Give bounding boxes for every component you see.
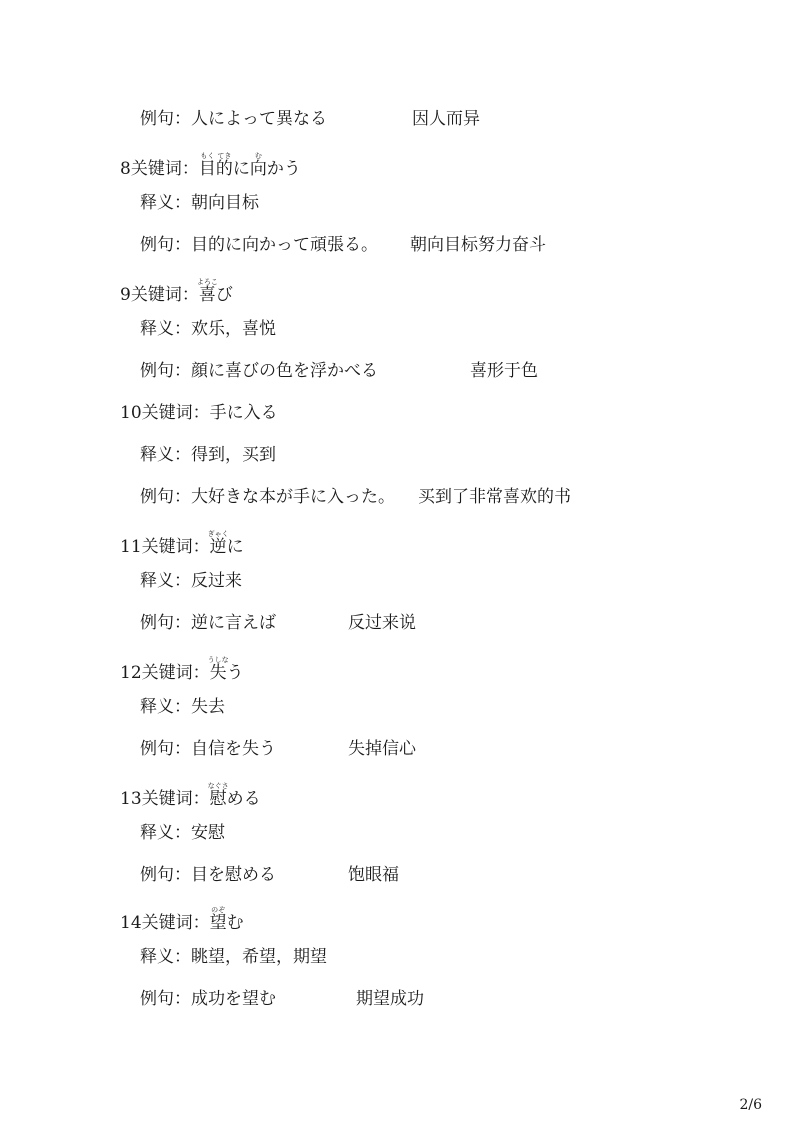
example-cn: 反过来说 bbox=[348, 613, 416, 633]
keyword-line-9 bbox=[120, 278, 233, 306]
keyword-label: 关键词： bbox=[130, 159, 199, 179]
entry-number: 12 bbox=[120, 663, 142, 683]
example-label: 例句： bbox=[140, 235, 191, 255]
example-line-14 bbox=[140, 988, 424, 1010]
example-jp: 成功を望む bbox=[191, 989, 276, 1009]
example-cn: 期望成功 bbox=[356, 989, 424, 1009]
meaning-label: 释义： bbox=[140, 571, 191, 591]
meaning-text: 欢乐，喜悦 bbox=[191, 319, 276, 339]
kanji-reading: 逆ぎゃく bbox=[207, 530, 229, 557]
example-line-11 bbox=[140, 612, 416, 634]
meaning-text: 安慰 bbox=[191, 823, 225, 843]
keyword-term: 望のぞむ bbox=[209, 906, 244, 933]
meaning-line-14 bbox=[140, 946, 327, 968]
example-line-8 bbox=[140, 234, 546, 256]
example-jp: 大好きな本が手に入った。 bbox=[191, 487, 395, 507]
example-label: 例句： bbox=[140, 487, 191, 507]
meaning-text: 反过来 bbox=[191, 571, 242, 591]
meaning-label: 释义： bbox=[140, 823, 191, 843]
kanji-reading: 慰なぐさ bbox=[207, 782, 229, 809]
example-cn: 饱眼福 bbox=[348, 865, 399, 885]
example-jp: 自信を失う bbox=[191, 739, 276, 759]
example-line-9 bbox=[140, 360, 538, 382]
keyword-line-12 bbox=[120, 656, 244, 684]
page-number: 2/6 bbox=[739, 1097, 762, 1113]
keyword-line-10 bbox=[120, 402, 278, 424]
example-jp: 人によって異なる bbox=[191, 109, 327, 129]
meaning-text: 得到，买到 bbox=[191, 445, 276, 465]
example-jp: 目を慰める bbox=[191, 865, 276, 885]
example-label: 例句： bbox=[140, 361, 191, 381]
example-jp: 逆に言えば bbox=[191, 613, 276, 633]
kanji-reading: 喜よろこ bbox=[196, 278, 218, 305]
meaning-label: 释义： bbox=[140, 947, 191, 967]
keyword-line-11 bbox=[120, 530, 244, 558]
example-line-top bbox=[140, 108, 480, 130]
keyword-line-13 bbox=[120, 782, 261, 810]
keyword-label: 关键词： bbox=[141, 663, 210, 683]
meaning-line-9 bbox=[140, 318, 276, 340]
meaning-label: 释义： bbox=[140, 697, 191, 717]
meaning-text: 朝向目标 bbox=[191, 193, 259, 213]
meaning-line-10 bbox=[140, 444, 276, 466]
keyword-label: 关键词： bbox=[141, 403, 210, 423]
meaning-line-11 bbox=[140, 570, 242, 592]
example-jp: 目的に向かって頑張る。 bbox=[191, 235, 378, 255]
entry-number: 11 bbox=[120, 537, 142, 557]
example-label: 例句： bbox=[140, 865, 191, 885]
meaning-label: 释义： bbox=[140, 193, 191, 213]
example-line-13 bbox=[140, 864, 399, 886]
example-label: 例句： bbox=[140, 109, 191, 129]
kanji-reading: 的てき bbox=[215, 152, 233, 179]
example-line-10 bbox=[140, 486, 571, 508]
example-label: 例句： bbox=[140, 613, 191, 633]
entry-number: 13 bbox=[120, 789, 142, 809]
meaning-line-13 bbox=[140, 822, 225, 844]
meaning-line-12 bbox=[140, 696, 225, 718]
example-cn: 买到了非常喜欢的书 bbox=[418, 487, 571, 507]
example-cn: 因人而异 bbox=[412, 109, 480, 129]
keyword-term: 慰なぐさめる bbox=[207, 782, 261, 809]
entry-number: 8 bbox=[120, 159, 131, 179]
meaning-label: 释义： bbox=[140, 319, 191, 339]
example-cn: 失掉信心 bbox=[348, 739, 416, 759]
example-cn: 喜形于色 bbox=[470, 361, 538, 381]
meaning-text: 眺望，希望，期望 bbox=[191, 947, 327, 967]
kanji-reading: 向む bbox=[249, 152, 267, 179]
keyword-term: 手に入る bbox=[209, 403, 278, 423]
entry-number: 10 bbox=[120, 403, 142, 423]
meaning-line-8 bbox=[140, 192, 259, 214]
keyword-line-8 bbox=[120, 152, 301, 180]
keyword-term: 逆ぎゃくに bbox=[207, 530, 244, 557]
entry-number: 9 bbox=[120, 285, 131, 305]
example-label: 例句： bbox=[140, 739, 191, 759]
keyword-term: 喜よろこび bbox=[196, 278, 233, 305]
keyword-term: 目もく的てきに向むかう bbox=[198, 152, 301, 179]
kanji-reading: 望のぞ bbox=[209, 906, 227, 933]
keyword-line-14 bbox=[120, 906, 244, 934]
meaning-text: 失去 bbox=[191, 697, 225, 717]
example-jp: 顔に喜びの色を浮かべる bbox=[191, 361, 378, 381]
example-label: 例句： bbox=[140, 989, 191, 1009]
keyword-label: 关键词： bbox=[141, 789, 210, 809]
meaning-label: 释义： bbox=[140, 445, 191, 465]
keyword-label: 关键词： bbox=[141, 913, 210, 933]
kanji-reading: 失うしな bbox=[207, 656, 229, 683]
example-line-12 bbox=[140, 738, 416, 760]
kanji-reading: 目もく bbox=[198, 152, 216, 179]
example-cn: 朝向目标努力奋斗 bbox=[410, 235, 546, 255]
keyword-term: 失うしなう bbox=[207, 656, 244, 683]
entry-number: 14 bbox=[120, 913, 142, 933]
keyword-label: 关键词： bbox=[130, 285, 199, 305]
keyword-label: 关键词： bbox=[141, 537, 210, 557]
